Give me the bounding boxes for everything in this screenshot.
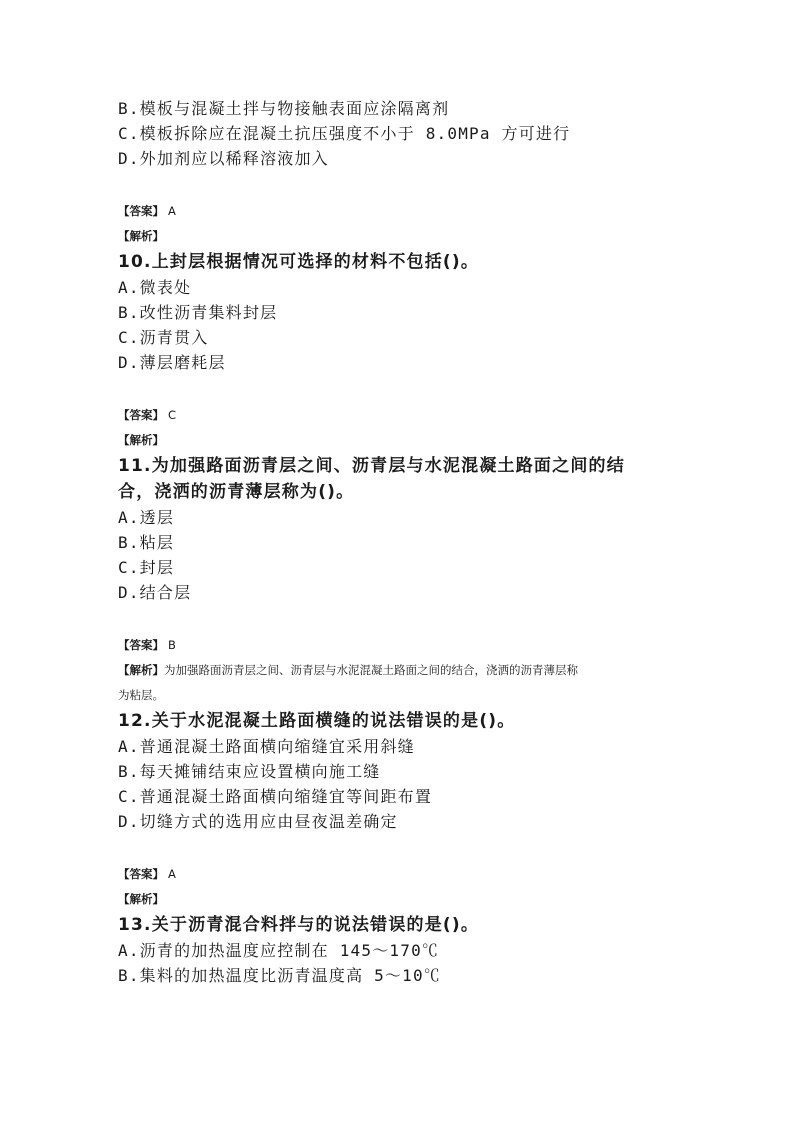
explain-label: 【解析】 bbox=[118, 663, 164, 677]
option-d: D.外加剂应以稀释溶液加入 bbox=[118, 149, 329, 168]
option-b: B.改性沥青集料封层 bbox=[118, 303, 278, 322]
explain-line bbox=[118, 887, 678, 912]
explain-line bbox=[118, 428, 678, 453]
explain-text-line-1: 为加强路面沥青层之间、沥青层与水泥混凝土路面之间的结合，浇洒的沥青薄层称 bbox=[164, 663, 578, 677]
answer-line bbox=[118, 199, 678, 224]
option-a: A.普通混凝土路面横向缩缝宜采用斜缝 bbox=[118, 737, 415, 756]
answer-label: 【答案】 bbox=[118, 408, 164, 422]
explain-label: 【解析】 bbox=[118, 892, 164, 906]
answer-value: B bbox=[168, 638, 176, 652]
answer-label: 【答案】 bbox=[118, 204, 164, 218]
question-title-line-2: 合，浇洒的沥青薄层称为()。 bbox=[118, 482, 355, 502]
answer-value: A bbox=[168, 867, 176, 881]
option-d: D.切缝方式的选用应由昼夜温差确定 bbox=[118, 812, 398, 831]
explain-label: 【解析】 bbox=[118, 433, 164, 447]
option-a: A.微表处 bbox=[118, 278, 192, 297]
option-b: B.每天摊铺结束应设置横向施工缝 bbox=[118, 762, 381, 781]
option-c: C.封层 bbox=[118, 558, 175, 577]
question-title: 13.关于沥青混合料拌与的说法错误的是()。 bbox=[118, 915, 480, 935]
explain-line bbox=[118, 224, 678, 249]
option-d: D.结合层 bbox=[118, 583, 192, 602]
answer-line bbox=[118, 862, 678, 887]
answer-value: A bbox=[168, 204, 176, 218]
option-b: B.模板与混凝土拌与物接触表面应涂隔离剂 bbox=[118, 99, 450, 118]
answer-value: C bbox=[168, 408, 177, 422]
answer-label: 【答案】 bbox=[118, 867, 164, 881]
prev-question-options bbox=[118, 96, 678, 171]
option-b: B.集料的加热温度比沥青温度高 5～10℃ bbox=[118, 966, 441, 985]
question-title: 12.关于水泥混凝土路面横缝的说法错误的是()。 bbox=[118, 711, 516, 731]
option-c: C.沥青贯入 bbox=[118, 328, 209, 347]
option-d: D.薄层磨耗层 bbox=[118, 353, 226, 372]
answer-line bbox=[118, 403, 678, 428]
option-a: A.沥青的加热温度应控制在 145～170℃ bbox=[118, 941, 440, 960]
question-title: 10.上封层根据情况可选择的材料不包括()。 bbox=[118, 252, 480, 272]
explain-text-line-2: 为粘层。 bbox=[118, 688, 164, 702]
explain-paragraph bbox=[118, 658, 678, 708]
answer-label: 【答案】 bbox=[118, 638, 164, 652]
document-page bbox=[118, 96, 678, 988]
option-c: C.普通混凝土路面横向缩缝宜等间距布置 bbox=[118, 787, 433, 806]
answer-line bbox=[118, 633, 678, 658]
question-title-line-1: 11.为加强路面沥青层之间、沥青层与水泥混凝土路面之间的结 bbox=[118, 456, 625, 476]
option-b: B.粘层 bbox=[118, 533, 175, 552]
option-a: A.透层 bbox=[118, 508, 175, 527]
option-c: C.模板拆除应在混凝土抗压强度不小于 8.0MPa 方可进行 bbox=[118, 124, 571, 143]
explain-label: 【解析】 bbox=[118, 229, 164, 243]
